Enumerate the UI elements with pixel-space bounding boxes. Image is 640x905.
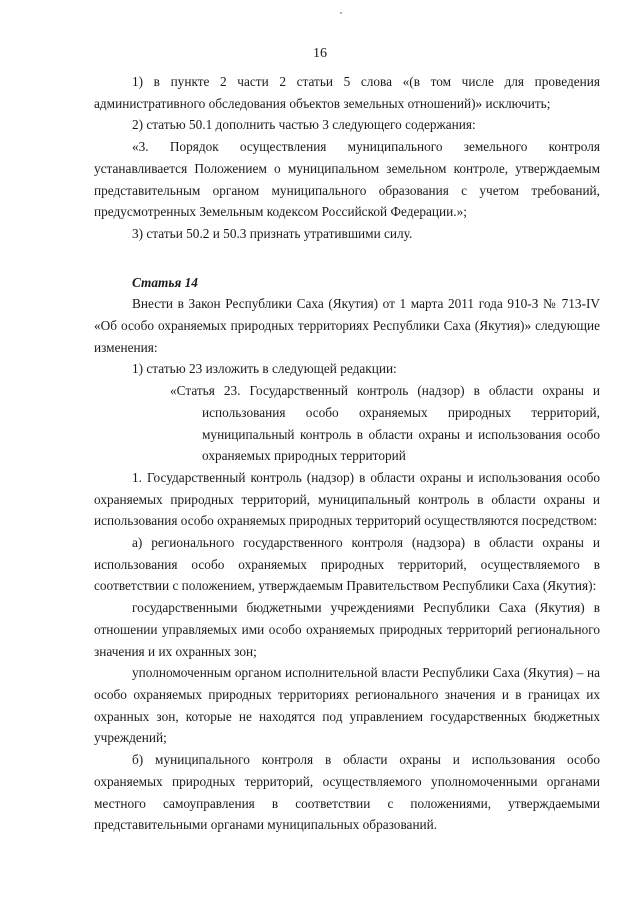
paragraph-clause-b: б) муниципального контроля в области охраны и использования особо охраняемых природных территорий, осуществляемого уполномоченными органами местного самоуправления в соответствии с положениями, утверждаемыми представительными органами муниципальных образований. [94,752,600,833]
paragraph-authorized-body: уполномоченным органом исполнительной власти Республики Саха (Якутия) – на особо охраняемых природных территориях регионального значения и в границах их охранных зон, которые не находятся под управлением государственных бюджетных учреждений; [94,665,600,746]
article-23-title [94,380,600,467]
paragraph-amendment-3: 3) статьи 50.2 и 50.3 признать утратившими силу. [132,225,413,241]
article-23-prefix: «Статья 23. [170,383,241,399]
article-heading: Статья 14 [132,274,198,290]
paragraph-introduce-changes: Внести в Закон Республики Саха (Якутия) от 1 марта 2011 года 910-З № 713-IV «Об особо охраняемых природных территориях Республики Саха (Якутия)» следующие изменения: [94,296,600,355]
article-23-title-text: Государственный контроль (надзор) в области охраны и использования особо охраняемых природных территорий, муниципальный контроль в области охраны и использования особо охраняемых природных территорий [202,383,601,464]
paragraph-clause-1: 1. Государственный контроль (надзор) в области охраны и использования особо охраняемых природных территорий, муниципальный контроль в области охраны и использования особо охраняемых природных территорий осуществляются посредством: [94,469,600,529]
paragraph-quoted-part-3: «3. Порядок осуществления муниципального земельного контроля устанавливается Положением о муниципальном земельном контроле, утверждаемым представительным органом муниципального образования с учетом требований, предусмотренных Земельным кодексом Российской Федерации.»; [94,139,600,220]
paragraph-clause-a: а) регионального государственного контроля (надзора) в области охраны и использования особо охраняемых природных территорий, осуществляемого в соответствии с положением, утверждаемым Правительством Республики Саха (Якутия): [94,535,600,594]
page-number: 16 [313,46,327,61]
paragraph-amendment-2: 2) статью 50.1 дополнить частью 3 следующего содержания: [132,117,476,133]
document-body [94,71,600,836]
paragraph-budget-institutions: государственными бюджетными учреждениями Республики Саха (Якутия) в отношении управляемых ими особо охраняемых природных территорий регионального значения и их охранных зон; [94,600,600,659]
scan-speck [340,12,342,14]
paragraph-amendment-1: 1) в пункте 2 части 2 статьи 5 слова «(в том числе для проведения административного обследования объектов земельных отношений)» исключить; [94,74,600,111]
paragraph-article-23-intro: 1) статью 23 изложить в следующей редакции: [132,361,397,377]
